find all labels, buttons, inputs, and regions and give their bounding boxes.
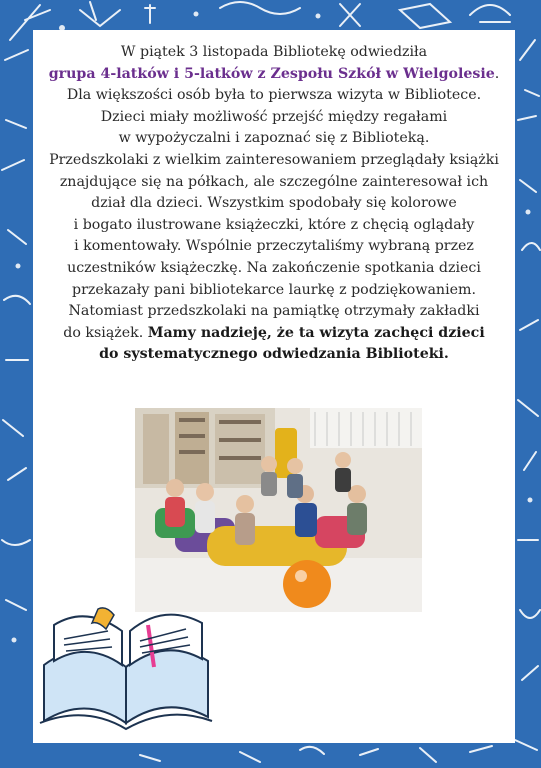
article-line [33, 64, 515, 86]
article-line: znajdujące się na półkach, ale szczególne zainteresował ich [59, 173, 489, 190]
article-line: dział dla dzieci. Wszystkim spodobały się kolorowe [91, 195, 457, 212]
article-line: przekazały pani bibliotekarce laurkę z podziękowaniem. [72, 281, 476, 298]
article-text [33, 42, 515, 366]
article-line-bold: do systematycznego odwiedzania Biblioteki. [99, 346, 449, 363]
period: . [494, 65, 500, 82]
article-line [33, 323, 515, 345]
article-line: Dla większości osób była to pierwsza wizyta w Bibliotece. [66, 87, 482, 104]
closing-bold: Mamy nadzieję, że ta wizyta zachęci dzieci [147, 324, 485, 341]
event-photo [135, 408, 422, 612]
line-start: do książek. [63, 324, 148, 341]
article-line: i bogato ilustrowane książeczki, które z chęcią oglądały [73, 216, 475, 233]
article-line: w wypożyczalni i zapoznać się z Biblioteką. [118, 130, 430, 147]
article-card [33, 30, 515, 743]
article-line: i komentowały. Wspólnie przeczytaliśmy wybraną przez [74, 238, 474, 255]
article-line: Przedszkolaki z wielkim zainteresowaniem przeglądały książki [49, 151, 499, 168]
article-line: Natomiast przedszkolaki na pamiątkę otrzymały zakładki [68, 303, 480, 320]
article-line: Dzieci miały możliwość przejść między regałami [100, 108, 448, 125]
article-line: W piątek 3 listopada Bibliotekę odwiedziła [120, 44, 428, 60]
open-book-icon [36, 595, 216, 735]
group-highlight: grupa 4-latków i 5-latków z Zespołu Szkół w Wielgolesie [48, 65, 495, 82]
article-line: uczestników książeczkę. Na zakończenie spotkania dzieci [67, 259, 481, 276]
children-photo-illustration [135, 408, 422, 612]
